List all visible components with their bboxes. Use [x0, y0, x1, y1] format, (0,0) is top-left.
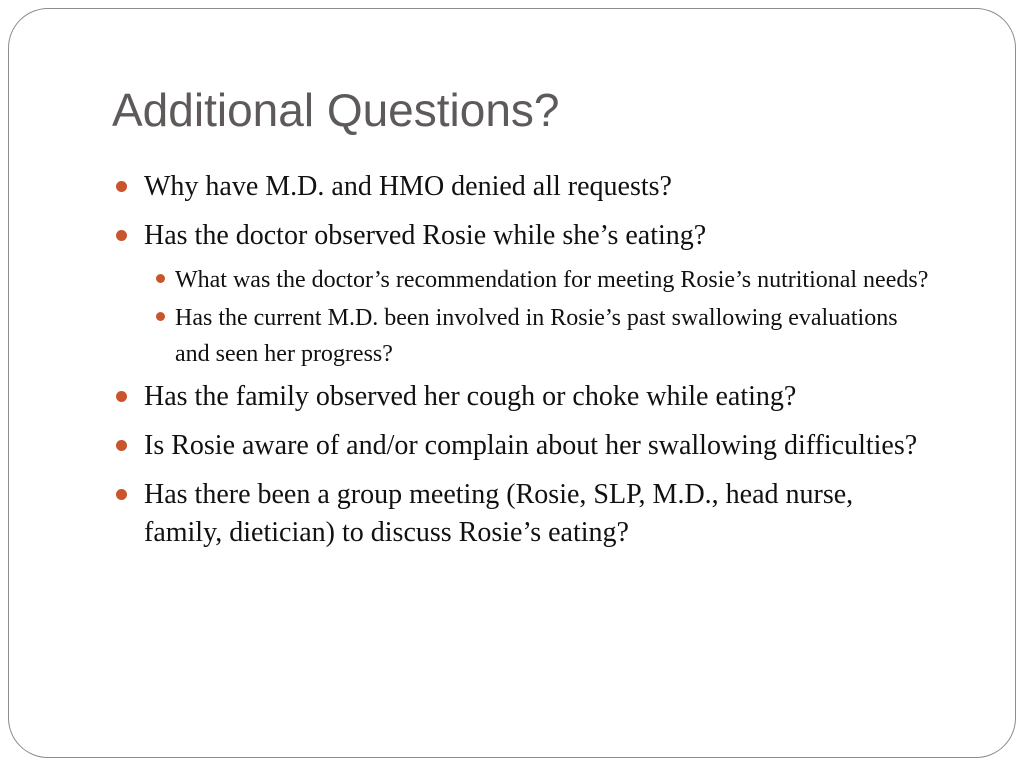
bullet-text: Has there been a group meeting (Rosie, SLP, M.D., head nurse, family, dietician) to discuss Rosie’s eating? — [144, 479, 854, 548]
bullet-item — [112, 217, 932, 255]
slide-title: Additional Questions? — [112, 84, 560, 136]
sub-bullet-dot-icon — [156, 274, 165, 283]
bullet-item — [112, 378, 932, 416]
sub-bullet-item — [144, 300, 932, 372]
sub-bullet-item — [144, 262, 932, 298]
sub-bullet-text: What was the doctor’s recommendation for meeting Rosie’s nutritional needs? — [175, 267, 929, 293]
bullet-text: Has the family observed her cough or choke while eating? — [144, 381, 797, 412]
bullet-dot-icon — [116, 181, 127, 192]
bullet-dot-icon — [116, 489, 127, 500]
bullet-item — [112, 427, 932, 465]
bullet-text: Is Rosie aware of and/or complain about her swallowing difficulties? — [144, 430, 918, 461]
bullet-item — [112, 168, 932, 206]
bullet-dot-icon — [116, 391, 127, 402]
bullet-text: Has the doctor observed Rosie while she’s eating? — [144, 220, 707, 251]
bullet-dot-icon — [116, 230, 127, 241]
bullet-text: Why have M.D. and HMO denied all requests? — [144, 171, 672, 202]
sub-bullet-text: Has the current M.D. been involved in Rosie’s past swallowing evaluations and seen her progress? — [175, 305, 898, 367]
bullet-list — [112, 168, 932, 563]
bullet-dot-icon — [116, 440, 127, 451]
bullet-item — [112, 476, 932, 552]
sub-bullet-dot-icon — [156, 312, 165, 321]
